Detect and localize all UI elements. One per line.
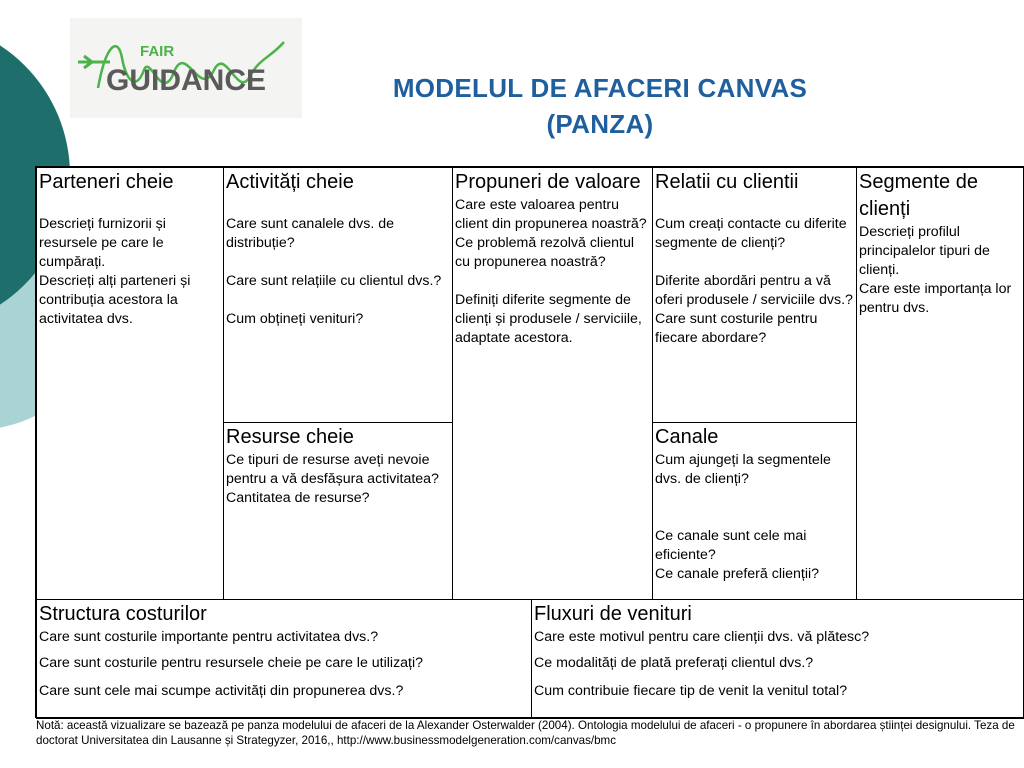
- cell-customer-relationships: [652, 167, 857, 423]
- key-partners-text-1: Descrieți furnizorii și resursele pe care le cumpărați.: [39, 216, 166, 270]
- channels-text-3: Ce canale preferă clienții?: [655, 566, 820, 582]
- value-propositions-text-1: Care este valoarea pentru client din propunerea noastră?: [455, 197, 647, 232]
- customer-segments-text-2: Care este importanța lor pentru dvs.: [859, 281, 1012, 316]
- cost-structure-text-2: Care sunt costurile pentru resursele cheie pe care le utilizați?: [39, 655, 424, 671]
- customer-relationships-heading: Relatii cu clientii: [655, 171, 799, 193]
- channels-heading: Canale: [655, 426, 719, 448]
- revenue-streams-text-2: Ce modalități de plată preferați clientul dvs.?: [534, 655, 814, 671]
- fair-guidance-logo: [70, 18, 302, 118]
- cost-structure-text-3: Care sunt cele mai scumpe activități din propunerea dvs.?: [39, 683, 404, 699]
- cell-channels: [652, 422, 857, 600]
- key-activities-text-1: Care sunt canalele dvs. de distribuție?: [226, 216, 394, 251]
- cell-cost-structure: [36, 599, 532, 719]
- key-resources-heading: Resurse cheie: [226, 426, 354, 448]
- cell-value-propositions: [452, 167, 653, 600]
- cost-structure-heading: Structura costurilor: [39, 603, 207, 625]
- cell-customer-segments: [856, 167, 1024, 600]
- revenue-streams-text-1: Care este motivul pentru care clienții dvs. vă plătesc?: [534, 629, 870, 645]
- cell-key-activities: [223, 167, 453, 423]
- key-resources-text-1: Ce tipuri de resurse aveți nevoie pentru a vă desfășura activitatea? Cantitatea de resurse?: [226, 452, 439, 506]
- key-activities-text-2: Care sunt relațiile cu clientul dvs.?: [226, 273, 442, 289]
- value-propositions-heading: Propuneri de valoare: [455, 171, 641, 193]
- key-partners-text-2: Descrieți alți parteneri și contribuția acestora la activitatea dvs.: [39, 273, 191, 327]
- customer-relationships-text-2: Diferite abordări pentru a vă oferi produsele / serviciile dvs.?: [655, 273, 853, 308]
- key-activities-text-3: Cum obțineți venituri?: [226, 311, 364, 327]
- key-partners-heading: Parteneri cheie: [39, 171, 174, 193]
- value-propositions-text-3: Definiți diferite segmente de clienți și produsele / serviciile, adaptate acestora.: [455, 292, 642, 346]
- cell-revenue-streams: [531, 599, 1024, 719]
- value-propositions-text-2: Ce problemă rezolvă clientul cu propunerea noastră?: [455, 235, 635, 270]
- source-note: Notă: această vizualizare se bazează pe panza modelului de afaceri de la Alexander Osterwalder (2004). Ontologia modelului de afaceri - o propunere în abordarea științei designului. Teza de doctorat Universitatea din Lausanne și Strategyzer, 2016,, http://www.businessmodelgeneration.com/canvas/bmc: [36, 719, 1015, 747]
- customer-segments-heading: Segmente de clienți: [859, 171, 978, 220]
- cell-key-partners: [36, 167, 224, 600]
- svg-text:GUIDANCE: GUIDANCE: [106, 64, 267, 97]
- cell-key-resources: [223, 422, 453, 600]
- channels-text-2: Ce canale sunt cele mai eficiente?: [655, 528, 807, 563]
- channels-text-1: Cum ajungeți la segmentele dvs. de clienți?: [655, 452, 831, 487]
- key-activities-heading: Activități cheie: [226, 171, 354, 193]
- revenue-streams-text-3: Cum contribuie fiecare tip de venit la venitul total?: [534, 683, 848, 699]
- title-line-2: (PANZA): [546, 109, 654, 139]
- customer-relationships-text-3: Care sunt costurile pentru fiecare abordare?: [655, 311, 818, 346]
- revenue-streams-heading: Fluxuri de venituri: [534, 603, 692, 625]
- cost-structure-text-1: Care sunt costurile importante pentru activitatea dvs.?: [39, 629, 379, 645]
- customer-relationships-text-1: Cum creați contacte cu diferite segmente de clienți?: [655, 216, 847, 251]
- title-line-1: MODELUL DE AFACERI CANVAS: [392, 73, 808, 103]
- svg-text:FAIR: FAIR: [140, 43, 175, 60]
- page-title: [300, 70, 900, 142]
- customer-segments-text-1: Descrieți profilul principalelor tipuri de clienți.: [859, 224, 990, 278]
- business-model-canvas: [35, 166, 1024, 718]
